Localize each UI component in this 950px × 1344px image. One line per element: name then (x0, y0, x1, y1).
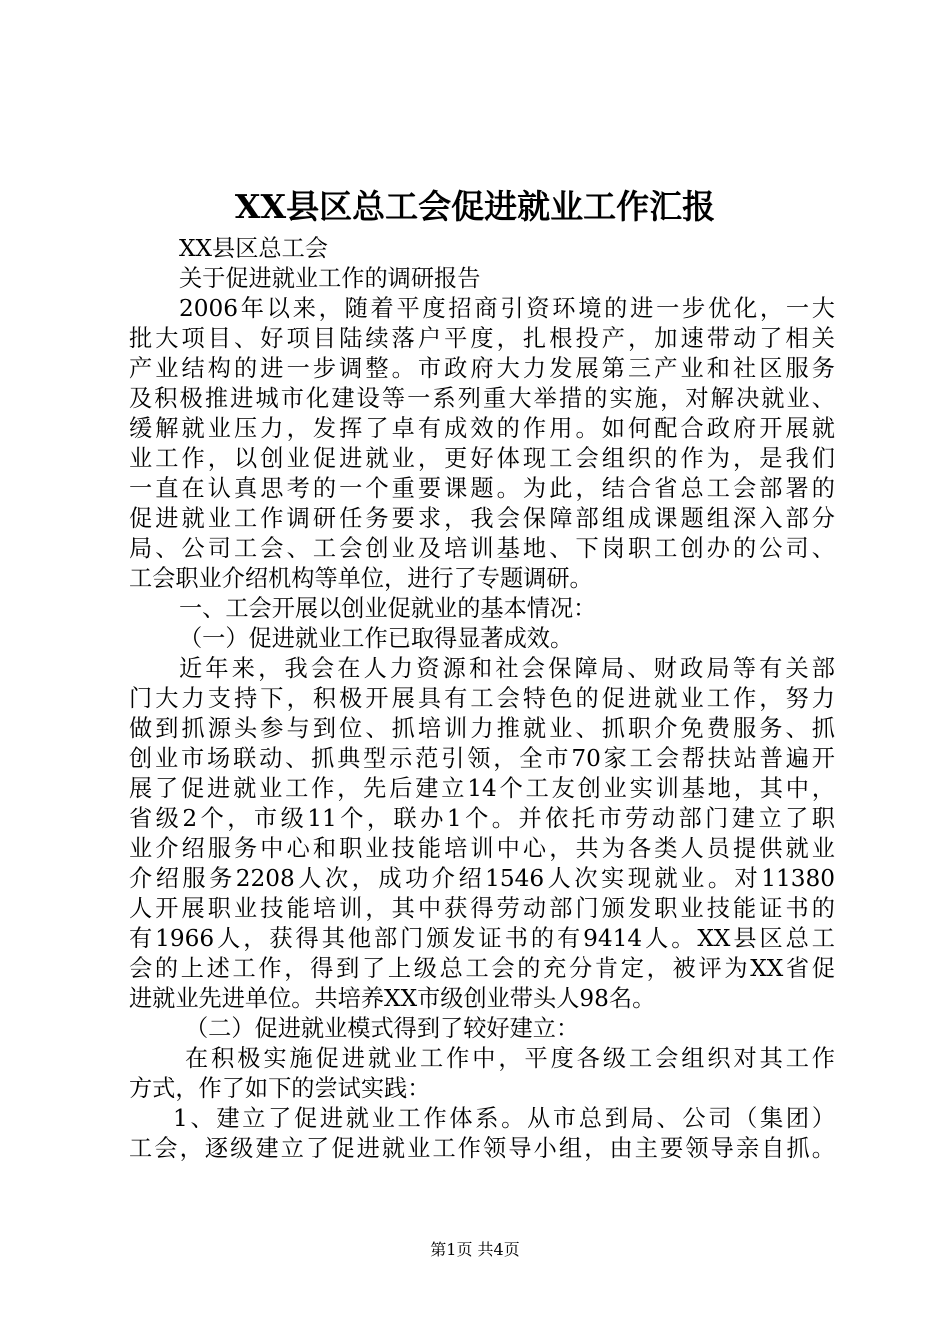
body-text-line: 方式，作了如下的尝试实践： (129, 1075, 431, 1102)
body-text-line: 2006年以来，随着平度招商引资环境的进一步优化，一大 (179, 295, 835, 322)
body-text-line: 批大项目、好项目陆续落户平度，扎根投产，加速带动了相关 (129, 325, 835, 352)
body-text-line: 省级2个，市级11个，联办1个。并依托市劳动部门建立了职 (129, 805, 835, 832)
body-text-line: 业介绍服务中心和职业技能培训中心，共为各类人员提供就业 (129, 835, 835, 862)
document-body (129, 234, 835, 1164)
body-text-line: 近年来，我会在人力资源和社会保障局、财政局等有关部 (179, 655, 835, 682)
body-text-line: 关于促进就业工作的调研报告 (179, 265, 481, 292)
body-text-line: 一、工会开展以创业促就业的基本情况： (179, 595, 597, 622)
body-text-line: 会的上述工作，得到了上级总工会的充分肯定，被评为XX省促 (129, 955, 835, 982)
body-text-line: 介绍服务2208人次，成功介绍1546人次实现就业。对11380 (129, 865, 835, 892)
body-text-line: 一直在认真思考的一个重要课题。为此，结合省总工会部署的 (129, 475, 835, 502)
body-text-line: （一）促进就业工作已取得显著成效。 (179, 625, 574, 652)
body-text-line: 展了促进就业工作，先后建立14个工友创业实训基地，其中， (129, 775, 835, 802)
body-text-line: 局、公司工会、工会创业及培训基地、下岗职工创办的公司、 (129, 535, 835, 562)
body-text-line: （二）促进就业模式得到了较好建立： (185, 1015, 580, 1042)
body-text-line: 业工作，以创业促进就业，更好体现工会组织的作为，是我们 (129, 445, 835, 472)
body-text-line: 及积极推进城市化建设等一系列重大举措的实施，对解决就业、 (129, 385, 835, 412)
body-text-line: 促进就业工作调研任务要求，我会保障部组成课题组深入部分 (129, 505, 835, 532)
document-title: XX县区总工会促进就业工作汇报 (234, 187, 716, 226)
body-text-line: 人开展职业技能培训，其中获得劳动部门颁发职业技能证书的 (129, 895, 835, 922)
body-text-line: 产业结构的进一步调整。市政府大力发展第三产业和社区服务 (129, 355, 835, 382)
body-text-line: 缓解就业压力，发挥了卓有成效的作用。如何配合政府开展就 (129, 415, 835, 442)
body-text-line: 1、建立了促进就业工作体系。从市总到局、公司（集团） (173, 1105, 835, 1132)
body-text-line: 在积极实施促进就业工作中，平度各级工会组织对其工作 (185, 1045, 835, 1072)
body-text-line: 工会职业介绍机构等单位，进行了专题调研。 (129, 565, 593, 592)
body-text-line: 门大力支持下，积极开展具有工会特色的促进就业工作，努力 (129, 685, 835, 712)
body-text-line: 创业市场联动、抓典型示范引领，全市70家工会帮扶站普遍开 (129, 745, 835, 772)
body-text-line: XX县区总工会 (179, 235, 328, 262)
page-footer: 第1页 共4页 (430, 1240, 520, 1259)
body-text-line: 做到抓源头参与到位、抓培训力推就业、抓职介免费服务、抓 (129, 715, 835, 742)
body-text-line: 进就业先进单位。共培养XX市级创业带头人98名。 (129, 985, 656, 1012)
body-text-line: 工会，逐级建立了促进就业工作领导小组，由主要领导亲自抓。 (129, 1135, 835, 1162)
body-text-line: 有1966人，获得其他部门颁发证书的有9414人。XX县区总工 (129, 925, 835, 952)
